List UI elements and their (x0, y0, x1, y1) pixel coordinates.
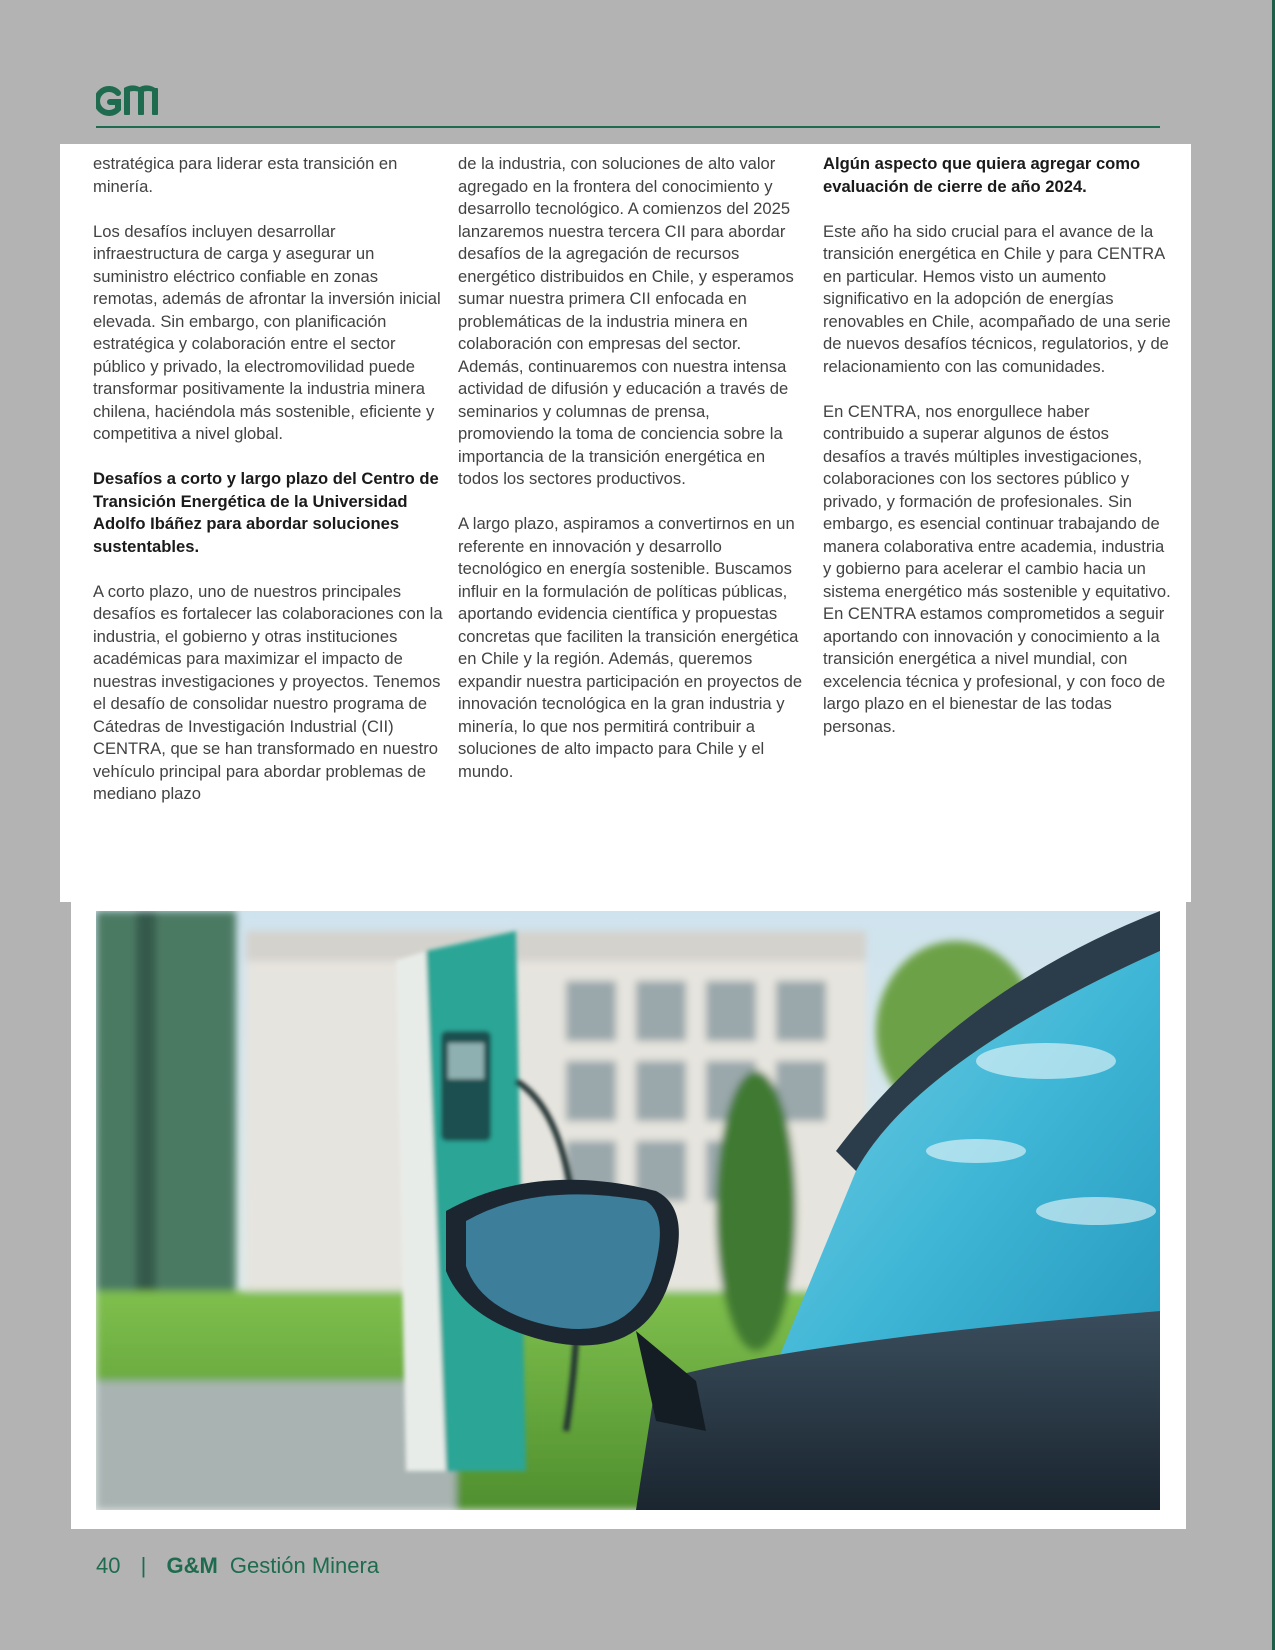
footer-brand: G&M (166, 1553, 218, 1578)
paragraph: estratégica para liderar esta transición en minería. (93, 154, 398, 196)
paragraph: A largo plazo, aspiramos a convertirnos en un referente en innovación y desarrollo tecnológico en energía sostenible. Buscamos influir en la formulación de políticas públicas, aportando evidencia científica y propuestas concretas que faciliten la transición energética en Chile y la región. Además, queremos expandir nuestra participación en proyectos de innovación tecnológica en la gran industria y minería, lo que nos permitirá contribuir a soluciones de alto impacto para Chile y el mundo. (458, 514, 803, 781)
paragraph: Los desafíos incluyen desarrollar infraestructura de carga y asegurar un suministro eléctrico confiable en zonas remotas, además de afrontar la inversión inicial elevada. Sin embargo, con planificación estratégica y colaboración entre el sector público y privado, la electromovilidad puede transformar positivamente la industria minera chilena, haciéndola más sostenible, eficiente y competitiva a nivel global. (93, 221, 441, 443)
article-text-panel (60, 144, 1191, 902)
ev-charging-photo (96, 911, 1160, 1510)
gm-logo (96, 84, 164, 118)
section-heading: Desafíos a corto y largo plazo del Centro de Transición Energética de la Universidad Adolfo Ibáñez para abordar soluciones sustentables. (93, 469, 439, 556)
article-column-2 (458, 153, 808, 783)
paragraph: En CENTRA, nos enorgullece haber contribuido a superar algunos de éstos desafíos a través múltiples investigaciones, colaboraciones con los sectores público y privado, y formación de profesionales. Sin embargo, es esencial continuar trabajando de manera colaborativa entre academia, industria y gobierno para acelerar el cambio hacia un sistema energético más sostenible y equitativo. En CENTRA estamos comprometidos a seguir aportando con innovación y conocimiento a la transición energética a nivel mundial, con excelencia técnica y profesional, y con foco de largo plazo en el bienestar de las todas personas. (823, 401, 1171, 736)
paragraph: Este año ha sido crucial para el avance de la transición energética en Chile y para CENTRA en particular. Hemos visto un aumento significativo en la adopción de energías renovables en Chile, acompañado de una serie de nuevos desafíos técnicos, regulatorios, y de relacionamiento con las comunidades. (823, 221, 1171, 376)
article-column-1 (93, 153, 443, 806)
paragraph: A corto plazo, uno de nuestros principales desafíos es fortalecer las colaboraciones con la industria, el gobierno y otras instituciones académicas para maximizar el impacto de nuestras investigaciones y proyectos. Tenemos el desafío de consolidar nuestro programa de Cátedras de Investigación Industrial (CII) CENTRA, que se han transformado en nuestro vehículo principal para abordar problemas de mediano plazo (93, 581, 443, 803)
page-footer (96, 1553, 379, 1583)
section-heading: Algún aspecto que quiera agregar como evaluación de cierre de año 2024. (823, 154, 1141, 196)
header-rule (96, 126, 1160, 128)
paragraph: de la industria, con soluciones de alto valor agregado en la frontera del conocimiento y desarrollo tecnológico. A comienzos del 2025 lanzaremos nuestra tercera CII para abordar desafíos de la agregación de recursos energético distribuidos en Chile, y esperamos sumar nuestra primera CII enfocada en problemáticas de la industria minera en colaboración con empresas del sector. Además, continuaremos con nuestra intensa actividad de difusión y educación a través de seminarios y columnas de prensa, promoviendo la toma de conciencia sobre la importancia de la transición energética en todos los sectores productivos. (458, 154, 794, 488)
article-column-3 (823, 153, 1173, 738)
footer-separator: | (140, 1553, 147, 1578)
page-number: 40 (96, 1553, 121, 1578)
publication-name: Gestión Minera (229, 1553, 380, 1578)
